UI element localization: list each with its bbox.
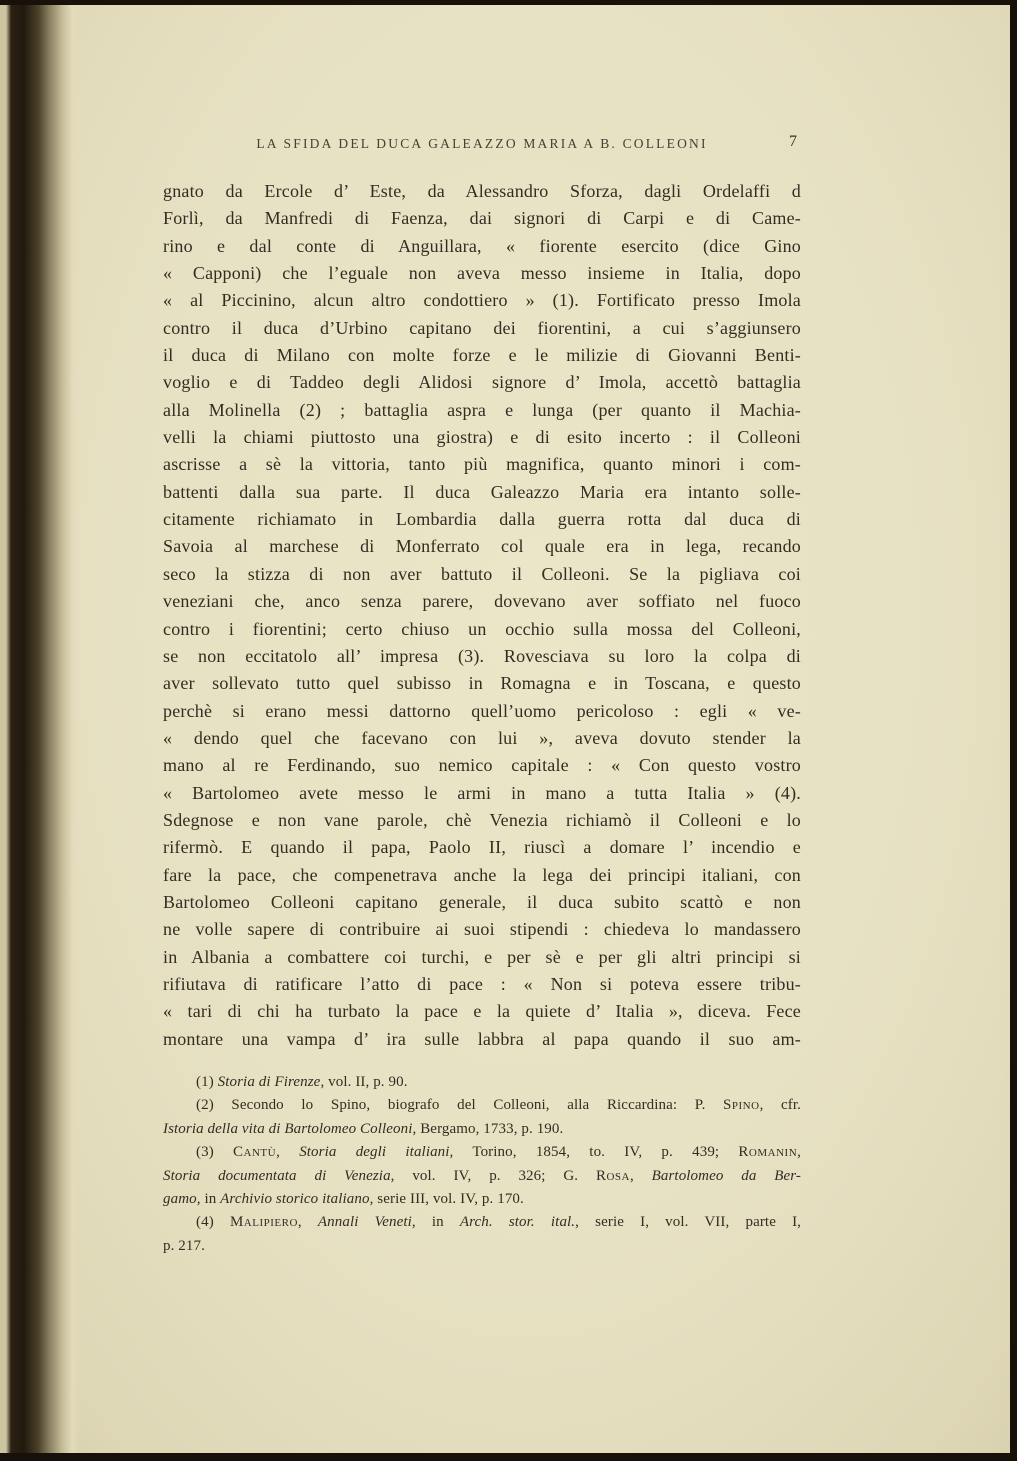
footnote-text-segment: Malipiero <box>229 1214 298 1231</box>
body-line: Forlì, da Manfredi di Faenza, dai signori di Carpi e di Came- <box>163 208 801 229</box>
footnote-line <box>163 1188 801 1211</box>
footnote-text-segment: Storia degli italiani, <box>299 1144 454 1161</box>
body-text <box>163 178 801 1053</box>
footnote-line <box>163 1118 801 1141</box>
page-number: 7 <box>789 133 797 150</box>
body-line: mano al re Ferdinando, suo nemico capitale : « Con questo vostro <box>163 755 801 776</box>
body-line: ascrisse a sè la vittoria, tanto più magnifica, quanto minori i com- <box>163 454 801 475</box>
footnote-text-segment: p. 217. <box>163 1237 205 1254</box>
body-line: contro i fiorentini; certo chiuso un occhio sulla mossa del Colleoni, <box>163 618 801 639</box>
body-line: rifermò. E quando il papa, Paolo II, riuscì a domare l’ incendio e <box>163 837 801 858</box>
footnote-text-segment: Rosa <box>595 1167 630 1184</box>
footnote-text-segment: Romanin <box>738 1144 798 1161</box>
footnote-text-segment: , <box>276 1144 300 1161</box>
footnote-text-segment: , cfr. <box>759 1097 802 1114</box>
footnote-text-segment: Archivio storico italiano <box>220 1191 370 1208</box>
body-line: velli la chiami piuttosto una giostra) e di esito incerto : il Colleoni <box>163 427 801 448</box>
body-line: aver sollevato tutto quel subisso in Romagna e in Toscana, e questo <box>163 673 801 694</box>
body-line: fare la pace, che compenetrava anche la lega dei principi italiani, con <box>163 864 801 885</box>
footnote-text-segment: , <box>629 1167 652 1184</box>
footnote-text-segment: (1) <box>196 1074 218 1090</box>
footnote-line <box>163 1094 801 1117</box>
body-line: in Albania a combattere coi turchi, e per sè e per gli altri principi si <box>163 946 801 967</box>
footnote-text-segment: (3) <box>196 1144 234 1161</box>
body-line: Bartolomeo Colleoni capitano generale, il duca subito scattò e non <box>163 891 801 912</box>
footnote-text-segment: Cantù <box>233 1144 277 1161</box>
footnote-text-segment: in <box>200 1191 221 1208</box>
footnote-text-segment: (2) Secondo lo Spino, biografo del Colleoni, alla Riccardina: P. <box>196 1097 724 1114</box>
footnote-text-segment: , in <box>411 1214 460 1231</box>
footnote-text-segment: Arch. stor. ital. <box>459 1214 576 1231</box>
footnote-text-segment: Bartolomeo da Ber- <box>651 1167 802 1184</box>
body-line: contro il duca d’Urbino capitano dei fiorentini, a cui s’aggiunsero <box>163 317 801 338</box>
footnote-text-segment: , serie I, vol. VII, parte I, <box>575 1214 802 1231</box>
running-title: LA SFIDA DEL DUCA GALEAZZO MARIA A B. COLLEONI <box>256 136 708 151</box>
footnote-text-segment: Annali Veneti <box>317 1214 412 1231</box>
body-line: « al Piccinino, alcun altro condottiero » (1). Fortificato presso Imola <box>163 290 801 311</box>
body-line: rifiutava di ratificare l’atto di pace : « Non si poteva essere tribu- <box>163 973 801 994</box>
page-content <box>163 0 801 1461</box>
body-line: citamente richiamato in Lombardia dalla guerra rotta dal duca di <box>163 509 801 530</box>
body-line: rino e dal conte di Anguillara, « fiorente esercito (dice Gino <box>163 235 801 256</box>
footnote-line <box>163 1141 801 1164</box>
body-line: ne volle sapere di contribuire ai suoi stipendi : chiedeva lo mandassero <box>163 919 801 940</box>
footnote-text-segment: Torino, 1854, to. IV, p. 439; <box>453 1144 739 1161</box>
body-line: « tari di chi ha turbato la pace e la quiete d’ Italia », diceva. Fece <box>163 1001 801 1022</box>
body-line: voglio e di Taddeo degli Alidosi signore d’ Imola, accettò battaglia <box>163 372 801 393</box>
footnote-text-segment: Spino <box>723 1097 760 1114</box>
footnote-text-segment: Storia di Firenze <box>217 1074 321 1090</box>
footnote-text-segment: , serie III, vol. IV, p. 170. <box>369 1191 524 1208</box>
footnote-text-segment: , vol. II, p. 90. <box>320 1074 408 1090</box>
body-line: il duca di Milano con molte forze e le milizie di Giovanni Benti- <box>163 345 801 366</box>
body-line: montare una vampa d’ ira sulle labbra al papa quando il suo am- <box>163 1028 801 1049</box>
footnote-line <box>163 1071 801 1094</box>
body-line: veneziani che, anco senza parere, dovevano aver soffiato nel fuoco <box>163 591 801 612</box>
body-line: « Bartolomeo avete messo le armi in mano a tutta Italia » (4). <box>163 782 801 803</box>
footnotes <box>163 1071 801 1258</box>
footnote-line <box>163 1165 801 1188</box>
footnote-text-segment: gamo, <box>163 1191 201 1208</box>
body-line: perchè si erano messi dattorno quell’uomo pericoloso : egli « ve- <box>163 700 801 721</box>
body-line: Sdegnose e non vane parole, chè Venezia richiamò il Colleoni e lo <box>163 809 801 830</box>
body-line: « dendo quel che facevano con lui », aveva dovuto stender la <box>163 727 801 748</box>
body-line: alla Molinella (2) ; battaglia aspra e lunga (per quanto il Machia- <box>163 399 801 420</box>
footnote-text-segment: , Bergamo, 1733, p. 190. <box>412 1120 564 1137</box>
page-header <box>163 133 801 152</box>
book-gutter-shadow <box>0 0 80 1461</box>
footnote-text-segment: Istoria della vita di Bartolomeo Colleoni <box>163 1120 413 1137</box>
body-line: Savoia al marchese di Monferrato col quale era in lega, recando <box>163 536 801 557</box>
body-line: se non eccitatolo all’ impresa (3). Rovesciava su loro la colpa di <box>163 645 801 666</box>
body-line: gnato da Ercole d’ Este, da Alessandro Sforza, dagli Ordelaffi d <box>163 181 801 201</box>
footnote-line <box>163 1211 801 1234</box>
body-line: seco la stizza di non aver battuto il Colleoni. Se la pigliava coi <box>163 563 801 584</box>
footnote-text-segment: , <box>797 1144 802 1161</box>
footnote-text-segment: (4) <box>196 1214 230 1231</box>
footnote-text-segment: , vol. IV, p. 326; G. <box>390 1167 596 1184</box>
footnote-line <box>163 1235 801 1258</box>
footnote-text-segment: , <box>297 1214 318 1231</box>
footnote-text-segment: Storia documentata di Venezia <box>163 1167 391 1184</box>
body-line: « Capponi) che l’eguale non aveva messo insieme in Italia, dopo <box>163 263 801 284</box>
body-line: battenti dalla sua parte. Il duca Galeazzo Maria era intanto solle- <box>163 481 801 502</box>
